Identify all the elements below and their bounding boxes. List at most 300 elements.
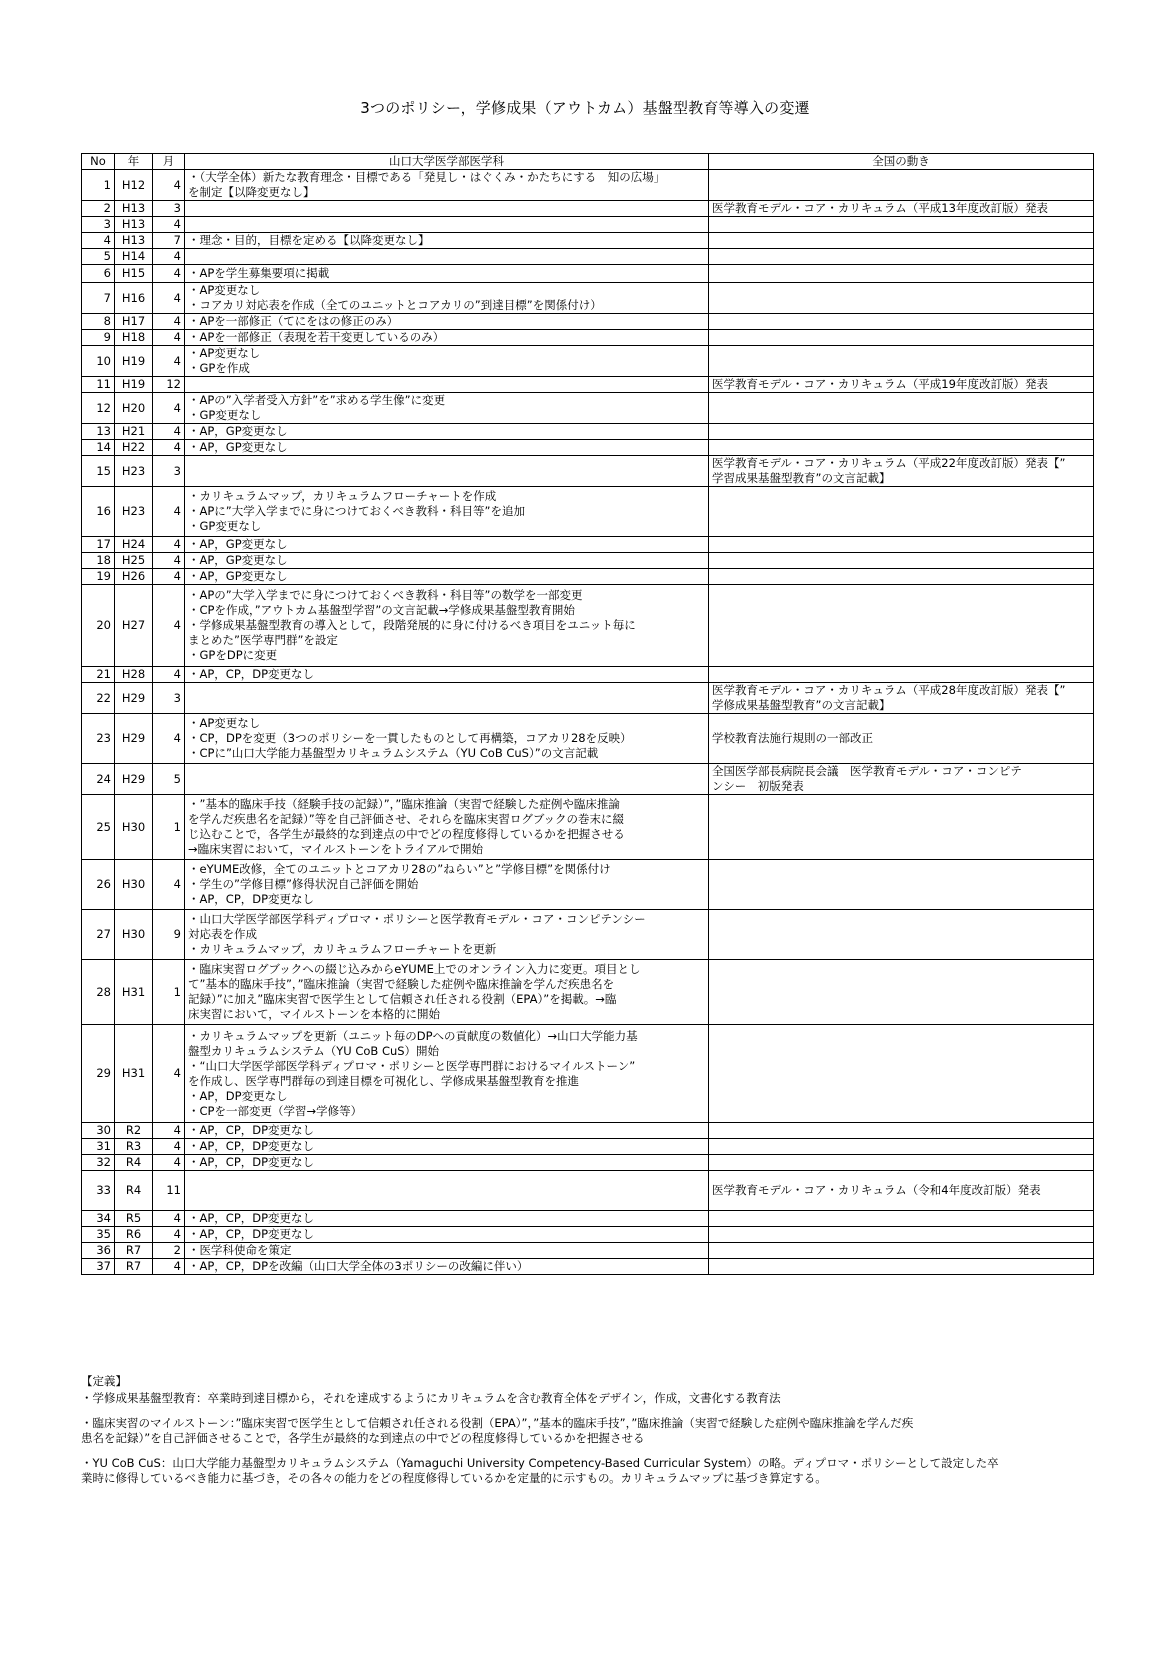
yamaguchi-line: ・AP，DP変更なし bbox=[188, 1088, 288, 1103]
row-year: H26 bbox=[115, 569, 153, 585]
row-national-cell bbox=[709, 249, 1094, 265]
row-month: 1 bbox=[153, 960, 185, 1025]
row-yamaguchi-cell bbox=[185, 1259, 709, 1275]
table-row bbox=[82, 249, 1094, 265]
row-month: 3 bbox=[153, 456, 185, 487]
yamaguchi-line: 盤型カリキュラムシステム（YU CoB CuS）開始 bbox=[188, 1043, 440, 1058]
yamaguchi-line: ・AP，CP，DP変更なし bbox=[188, 1227, 315, 1241]
row-national-cell bbox=[709, 667, 1094, 683]
definitions-heading: 【定義】 bbox=[81, 1374, 127, 1388]
row-national-cell bbox=[709, 1259, 1094, 1275]
table-row bbox=[82, 440, 1094, 456]
table-row bbox=[82, 683, 1094, 714]
row-year: H24 bbox=[115, 537, 153, 553]
table-row bbox=[82, 233, 1094, 249]
row-no: 25 bbox=[82, 795, 115, 860]
header-month: 月 bbox=[153, 154, 185, 170]
row-national-cell bbox=[709, 1139, 1094, 1155]
yamaguchi-line: ・AP，GP変更なし bbox=[188, 569, 288, 583]
row-no: 13 bbox=[82, 424, 115, 440]
row-national-cell bbox=[709, 217, 1094, 233]
row-no: 17 bbox=[82, 537, 115, 553]
table-row bbox=[82, 537, 1094, 553]
yamaguchi-line: ・コアカリ対応表を作成（全てのユニットとコアカリの”到達目標”を関係付け） bbox=[188, 298, 602, 312]
row-no: 14 bbox=[82, 440, 115, 456]
row-year: R2 bbox=[115, 1123, 153, 1139]
row-national-cell bbox=[709, 440, 1094, 456]
row-no: 35 bbox=[82, 1227, 115, 1243]
row-year: H13 bbox=[115, 217, 153, 233]
row-yamaguchi-cell bbox=[185, 585, 709, 667]
table-row bbox=[82, 1227, 1094, 1243]
row-no: 22 bbox=[82, 683, 115, 714]
row-yamaguchi-cell bbox=[185, 487, 709, 537]
row-month: 3 bbox=[153, 201, 185, 217]
yamaguchi-line: ・GPをDPに変更 bbox=[188, 648, 278, 662]
yamaguchi-line: ・AP変更なし bbox=[188, 283, 261, 297]
table-row bbox=[82, 764, 1094, 795]
definition-line: 業時に修得しているべき能力に基づき，その各々の能力をどの程度修得しているかを定量的に示すもの。カリキュラムマップに基づき算定する。 bbox=[81, 1471, 827, 1485]
row-national-cell bbox=[709, 170, 1094, 201]
yamaguchi-line: 床実習において，マイルストーンを本格的に開始 bbox=[188, 1007, 440, 1021]
row-yamaguchi-cell bbox=[185, 201, 709, 217]
yamaguchi-line: ・（大学全体）新たな教育理念・目標である「発見し・はぐくみ・かたちにする 知の広場」 bbox=[188, 170, 666, 184]
yamaguchi-line: ・CPを一部変更（学習→学修等） bbox=[188, 1103, 363, 1118]
row-no: 10 bbox=[82, 346, 115, 377]
row-year: H29 bbox=[115, 764, 153, 795]
row-yamaguchi-cell bbox=[185, 330, 709, 346]
national-line: ンシー 初版発表 bbox=[712, 779, 804, 793]
row-month: 7 bbox=[153, 233, 185, 249]
table-header-row bbox=[82, 154, 1094, 170]
row-yamaguchi-cell bbox=[185, 960, 709, 1025]
row-month: 4 bbox=[153, 314, 185, 330]
table-row bbox=[82, 667, 1094, 683]
row-yamaguchi-cell bbox=[185, 456, 709, 487]
table-row bbox=[82, 1211, 1094, 1227]
row-year: H23 bbox=[115, 456, 153, 487]
table-row bbox=[82, 585, 1094, 667]
yamaguchi-line: ・AP，CP，DP変更なし bbox=[188, 1155, 315, 1169]
row-year: H28 bbox=[115, 667, 153, 683]
header-year: 年 bbox=[115, 154, 153, 170]
row-year: H30 bbox=[115, 795, 153, 860]
row-month: 4 bbox=[153, 1211, 185, 1227]
row-no: 31 bbox=[82, 1139, 115, 1155]
row-national-cell bbox=[709, 795, 1094, 860]
row-yamaguchi-cell bbox=[185, 1025, 709, 1123]
table-row bbox=[82, 201, 1094, 217]
table-row bbox=[82, 377, 1094, 393]
row-national-cell bbox=[709, 764, 1094, 795]
yamaguchi-line: ・APの”大学入学までに身につけておくべき教科・科目等”の数学を一部変更 bbox=[188, 588, 583, 602]
row-month: 4 bbox=[153, 553, 185, 569]
yamaguchi-line: ・CP，DPを変更（3つのポリシーを一貫したものとして再構築，コアカリ28を反映） bbox=[188, 731, 632, 745]
row-no: 34 bbox=[82, 1211, 115, 1227]
row-national-cell bbox=[709, 265, 1094, 283]
row-year: H20 bbox=[115, 393, 153, 424]
yamaguchi-line: ・AP，CP，DP変更なし bbox=[188, 667, 315, 681]
table-row bbox=[82, 456, 1094, 487]
yamaguchi-line: ・APに”大学入学までに身につけておくべき教科・科目等”を追加 bbox=[188, 504, 525, 518]
yamaguchi-line: ・APを一部修正（表現を若干変更しているのみ） bbox=[188, 330, 445, 344]
row-yamaguchi-cell bbox=[185, 1171, 709, 1211]
yamaguchi-line: ・APを一部修正（てにをはの修正のみ） bbox=[188, 314, 399, 328]
row-no: 5 bbox=[82, 249, 115, 265]
row-national-cell bbox=[709, 393, 1094, 424]
yamaguchi-line: ・CPに”山口大学能力基盤型カリキュラムシステム（YU CoB CuS）”の文言記載 bbox=[188, 746, 599, 760]
row-yamaguchi-cell bbox=[185, 714, 709, 764]
row-national-cell bbox=[709, 377, 1094, 393]
row-yamaguchi-cell bbox=[185, 667, 709, 683]
row-national-cell bbox=[709, 1227, 1094, 1243]
row-month: 4 bbox=[153, 217, 185, 233]
table-row bbox=[82, 714, 1094, 764]
row-no: 37 bbox=[82, 1259, 115, 1275]
table-row bbox=[82, 960, 1094, 1025]
national-line: 学習成果基盤型教育”の文言記載】 bbox=[712, 471, 891, 485]
row-no: 33 bbox=[82, 1171, 115, 1211]
table-row bbox=[82, 795, 1094, 860]
row-national-cell bbox=[709, 424, 1094, 440]
yamaguchi-line: ・GP変更なし bbox=[188, 408, 262, 422]
row-month: 5 bbox=[153, 764, 185, 795]
row-yamaguchi-cell bbox=[185, 170, 709, 201]
yamaguchi-line: ・臨床実習ログブックへの綴じ込みからeYUME上でのオンライン入力に変更。項目とし bbox=[188, 962, 641, 976]
row-year: H19 bbox=[115, 346, 153, 377]
row-national-cell bbox=[709, 960, 1094, 1025]
yamaguchi-line: ・GPを作成 bbox=[188, 361, 250, 375]
row-no: 3 bbox=[82, 217, 115, 233]
row-no: 26 bbox=[82, 860, 115, 910]
national-line: 学校教育法施行規則の一部改正 bbox=[712, 731, 873, 745]
row-month: 4 bbox=[153, 569, 185, 585]
yamaguchi-line: ・AP，GP変更なし bbox=[188, 440, 288, 454]
row-yamaguchi-cell bbox=[185, 683, 709, 714]
yamaguchi-line: ・”基本的臨床手技（経験手技の記録）”，”臨床推論（実習で経験した症例や臨床推論 bbox=[188, 797, 620, 811]
row-yamaguchi-cell bbox=[185, 424, 709, 440]
row-month: 3 bbox=[153, 683, 185, 714]
table-row bbox=[82, 393, 1094, 424]
row-yamaguchi-cell bbox=[185, 393, 709, 424]
yamaguchi-line: ・GP変更なし bbox=[188, 519, 262, 533]
row-year: R7 bbox=[115, 1243, 153, 1259]
row-month: 2 bbox=[153, 1243, 185, 1259]
yamaguchi-line: ・カリキュラムマップ，カリキュラムフローチャートを更新 bbox=[188, 942, 497, 956]
row-year: R3 bbox=[115, 1139, 153, 1155]
table-row bbox=[82, 265, 1094, 283]
row-yamaguchi-cell bbox=[185, 1139, 709, 1155]
yamaguchi-line: を学んだ疾患名を記録）”等を自己評価させ、それらを臨床実習ログブックの巻末に綴 bbox=[188, 812, 625, 826]
yamaguchi-line: まとめた”医学専門群”を設定 bbox=[188, 633, 338, 647]
table-row bbox=[82, 1259, 1094, 1275]
row-month: 4 bbox=[153, 1123, 185, 1139]
table-row bbox=[82, 1025, 1094, 1123]
row-no: 16 bbox=[82, 487, 115, 537]
row-month: 4 bbox=[153, 714, 185, 764]
row-year: H18 bbox=[115, 330, 153, 346]
row-national-cell bbox=[709, 1155, 1094, 1171]
table-row bbox=[82, 424, 1094, 440]
row-year: H16 bbox=[115, 283, 153, 314]
row-no: 9 bbox=[82, 330, 115, 346]
row-yamaguchi-cell bbox=[185, 1123, 709, 1139]
row-year: R4 bbox=[115, 1155, 153, 1171]
table-row bbox=[82, 860, 1094, 910]
table-row bbox=[82, 910, 1094, 960]
row-month: 4 bbox=[153, 440, 185, 456]
yamaguchi-line: ・AP，GP変更なし bbox=[188, 537, 288, 551]
row-national-cell bbox=[709, 233, 1094, 249]
row-national-cell bbox=[709, 283, 1094, 314]
row-national-cell bbox=[709, 487, 1094, 537]
yamaguchi-line: ・eYUME改修，全てのユニットとコアカリ28の”ねらい”と”学修目標”を関係付け bbox=[188, 862, 611, 876]
row-month: 4 bbox=[153, 283, 185, 314]
row-no: 20 bbox=[82, 585, 115, 667]
row-national-cell bbox=[709, 910, 1094, 960]
row-yamaguchi-cell bbox=[185, 233, 709, 249]
yamaguchi-line: ・AP変更なし bbox=[188, 716, 261, 730]
row-no: 15 bbox=[82, 456, 115, 487]
row-national-cell bbox=[709, 1025, 1094, 1123]
row-month: 4 bbox=[153, 487, 185, 537]
row-year: H21 bbox=[115, 424, 153, 440]
row-no: 24 bbox=[82, 764, 115, 795]
row-month: 4 bbox=[153, 393, 185, 424]
yamaguchi-line: ・CPを作成，”アウトカム基盤型学習”の文言記載→学修成果基盤型教育開始 bbox=[188, 603, 575, 617]
national-line: 学修成果基盤型教育”の文言記載】 bbox=[712, 698, 891, 712]
row-month: 4 bbox=[153, 265, 185, 283]
row-year: H29 bbox=[115, 714, 153, 764]
row-month: 9 bbox=[153, 910, 185, 960]
table-row bbox=[82, 1171, 1094, 1211]
row-yamaguchi-cell bbox=[185, 314, 709, 330]
row-no: 4 bbox=[82, 233, 115, 249]
row-year: H17 bbox=[115, 314, 153, 330]
row-no: 30 bbox=[82, 1123, 115, 1139]
row-national-cell bbox=[709, 714, 1094, 764]
yamaguchi-line: ・カリキュラムマップ，カリキュラムフローチャートを作成 bbox=[188, 489, 497, 503]
definition-item bbox=[81, 1456, 1091, 1486]
row-no: 6 bbox=[82, 265, 115, 283]
row-no: 1 bbox=[82, 170, 115, 201]
row-yamaguchi-cell bbox=[185, 910, 709, 960]
national-line: 医学教育モデル・コア・カリキュラム（平成28年度改訂版）発表【” bbox=[712, 683, 1066, 697]
row-month: 4 bbox=[153, 585, 185, 667]
row-year: H23 bbox=[115, 487, 153, 537]
row-year: H27 bbox=[115, 585, 153, 667]
row-no: 29 bbox=[82, 1025, 115, 1123]
row-national-cell bbox=[709, 569, 1094, 585]
row-month: 4 bbox=[153, 170, 185, 201]
row-national-cell bbox=[709, 683, 1094, 714]
row-year: H14 bbox=[115, 249, 153, 265]
row-no: 8 bbox=[82, 314, 115, 330]
header-no: No bbox=[82, 154, 115, 170]
table-row bbox=[82, 217, 1094, 233]
row-year: R5 bbox=[115, 1211, 153, 1227]
table-row bbox=[82, 1155, 1094, 1171]
row-month: 4 bbox=[153, 1139, 185, 1155]
row-no: 19 bbox=[82, 569, 115, 585]
row-year: H15 bbox=[115, 265, 153, 283]
row-national-cell bbox=[709, 346, 1094, 377]
yamaguchi-line: ・AP，CP，DP変更なし bbox=[188, 892, 315, 906]
row-month: 4 bbox=[153, 1025, 185, 1123]
national-line: 医学教育モデル・コア・カリキュラム（令和4年度改訂版）発表 bbox=[712, 1183, 1041, 1197]
row-no: 12 bbox=[82, 393, 115, 424]
table-row bbox=[82, 1139, 1094, 1155]
yamaguchi-line: ・AP，CP，DP変更なし bbox=[188, 1139, 315, 1153]
yamaguchi-line: ・医学科使命を策定 bbox=[188, 1243, 292, 1257]
table-row bbox=[82, 330, 1094, 346]
row-year: H31 bbox=[115, 960, 153, 1025]
definition-line: ・臨床実習のマイルストーン：”臨床実習で医学生として信頼され任される役割（EPA）”，”基本的臨床手技”，”臨床推論（実習で経験した症例や臨床推論を学んだ疾 bbox=[81, 1416, 914, 1430]
row-year: H22 bbox=[115, 440, 153, 456]
table-row bbox=[82, 1243, 1094, 1259]
row-national-cell bbox=[709, 585, 1094, 667]
header-national: 全国の動き bbox=[709, 154, 1094, 170]
row-national-cell bbox=[709, 860, 1094, 910]
row-month: 4 bbox=[153, 1227, 185, 1243]
yamaguchi-line: ・山口大学医学部医学科ディプロマ・ポリシーと医学教育モデル・コア・コンピテンシー bbox=[188, 912, 646, 926]
row-yamaguchi-cell bbox=[185, 795, 709, 860]
row-yamaguchi-cell bbox=[185, 764, 709, 795]
row-month: 4 bbox=[153, 537, 185, 553]
row-yamaguchi-cell bbox=[185, 1227, 709, 1243]
row-year: H29 bbox=[115, 683, 153, 714]
row-national-cell bbox=[709, 314, 1094, 330]
definition-item bbox=[81, 1391, 1091, 1406]
national-line: 医学教育モデル・コア・カリキュラム（平成22年度改訂版）発表【” bbox=[712, 456, 1066, 470]
yamaguchi-line: ・AP，GP変更なし bbox=[188, 424, 288, 438]
yamaguchi-line: ・AP，CP，DPを改編（山口大学全体の3ポリシーの改編に伴い） bbox=[188, 1259, 529, 1273]
row-no: 28 bbox=[82, 960, 115, 1025]
row-year: H13 bbox=[115, 233, 153, 249]
yamaguchi-line: →臨床実習において，マイルストーンをトライアルで開始 bbox=[188, 842, 483, 856]
row-no: 32 bbox=[82, 1155, 115, 1171]
row-year: H31 bbox=[115, 1025, 153, 1123]
row-month: 4 bbox=[153, 1259, 185, 1275]
table-row bbox=[82, 346, 1094, 377]
row-no: 7 bbox=[82, 283, 115, 314]
row-month: 4 bbox=[153, 667, 185, 683]
yamaguchi-line: ・APを学生募集要項に掲載 bbox=[188, 266, 330, 280]
definition-line: ・学修成果基盤型教育：卒業時到達目標から，それを達成するようにカリキュラムを含む教育全体をデザイン，作成，文書化する教育法 bbox=[81, 1391, 781, 1405]
row-yamaguchi-cell bbox=[185, 1211, 709, 1227]
yamaguchi-line: ・AP，CP，DP変更なし bbox=[188, 1123, 315, 1137]
yamaguchi-line: ・AP，GP変更なし bbox=[188, 553, 288, 567]
yamaguchi-line: ・“山口大学医学部医学科ディプロマ・ポリシーと医学専門群におけるマイルストーン” bbox=[188, 1058, 636, 1073]
table-row bbox=[82, 314, 1094, 330]
yamaguchi-line: て”基本的臨床手技”，”臨床推論（実習で経験した症例や臨床推論を学んだ疾患名を bbox=[188, 977, 615, 991]
yamaguchi-line: ・学修成果基盤型教育の導入として，段階発展的に身に付けるべき項目をユニット毎に bbox=[188, 618, 636, 632]
yamaguchi-line: を制定【以降変更なし】 bbox=[188, 185, 315, 199]
page-title: 3つのポリシー，学修成果（アウトカム）基盤型教育等導入の変遷 bbox=[360, 99, 810, 117]
definition-line: 患名を記録）”を自己評価させることで，各学生が最終的な到達点の中でどの程度修得しているかを把握させる bbox=[81, 1431, 645, 1445]
row-no: 18 bbox=[82, 553, 115, 569]
yamaguchi-line: ・学生の”学修目標”修得状況自己評価を開始 bbox=[188, 877, 419, 891]
row-yamaguchi-cell bbox=[185, 217, 709, 233]
row-month: 4 bbox=[153, 1155, 185, 1171]
table-row bbox=[82, 553, 1094, 569]
national-line: 医学教育モデル・コア・カリキュラム（平成13年度改訂版）発表 bbox=[712, 201, 1048, 215]
row-no: 36 bbox=[82, 1243, 115, 1259]
history-table bbox=[81, 153, 1094, 1275]
row-no: 27 bbox=[82, 910, 115, 960]
yamaguchi-line: ・理念・目的，目標を定める【以降変更なし】 bbox=[188, 233, 430, 247]
row-year: R7 bbox=[115, 1259, 153, 1275]
row-year: R4 bbox=[115, 1171, 153, 1211]
header-yamaguchi: 山口大学医学部医学科 bbox=[185, 154, 709, 170]
table-row bbox=[82, 283, 1094, 314]
row-month: 4 bbox=[153, 424, 185, 440]
definition-item bbox=[81, 1416, 1091, 1446]
row-national-cell bbox=[709, 1171, 1094, 1211]
row-year: H30 bbox=[115, 860, 153, 910]
row-year: H25 bbox=[115, 553, 153, 569]
row-yamaguchi-cell bbox=[185, 860, 709, 910]
yamaguchi-line: ・APの”入学者受入方針”を”求める学生像”に変更 bbox=[188, 393, 446, 407]
yamaguchi-line: ・AP，CP，DP変更なし bbox=[188, 1211, 315, 1225]
row-yamaguchi-cell bbox=[185, 249, 709, 265]
national-line: 全国医学部長病院長会議 医学教育モデル・コア・コンピテ bbox=[712, 764, 1022, 778]
row-no: 23 bbox=[82, 714, 115, 764]
row-national-cell bbox=[709, 456, 1094, 487]
yamaguchi-line: ・カリキュラムマップを更新（ユニット毎のDPへの貢献度の数値化）→山口大学能力基 bbox=[188, 1028, 638, 1043]
row-year: H12 bbox=[115, 170, 153, 201]
row-yamaguchi-cell bbox=[185, 569, 709, 585]
row-no: 21 bbox=[82, 667, 115, 683]
row-yamaguchi-cell bbox=[185, 1155, 709, 1171]
row-yamaguchi-cell bbox=[185, 553, 709, 569]
row-yamaguchi-cell bbox=[185, 1243, 709, 1259]
row-yamaguchi-cell bbox=[185, 440, 709, 456]
table-row bbox=[82, 170, 1094, 201]
row-month: 12 bbox=[153, 377, 185, 393]
row-national-cell bbox=[709, 201, 1094, 217]
table-row bbox=[82, 1123, 1094, 1139]
row-national-cell bbox=[709, 1243, 1094, 1259]
row-yamaguchi-cell bbox=[185, 346, 709, 377]
row-month: 4 bbox=[153, 346, 185, 377]
row-year: R6 bbox=[115, 1227, 153, 1243]
row-no: 2 bbox=[82, 201, 115, 217]
row-month: 4 bbox=[153, 330, 185, 346]
row-year: H30 bbox=[115, 910, 153, 960]
row-national-cell bbox=[709, 1211, 1094, 1227]
row-yamaguchi-cell bbox=[185, 283, 709, 314]
row-month: 11 bbox=[153, 1171, 185, 1211]
row-no: 11 bbox=[82, 377, 115, 393]
yamaguchi-line: ・AP変更なし bbox=[188, 346, 261, 360]
national-line: 医学教育モデル・コア・カリキュラム（平成19年度改訂版）発表 bbox=[712, 377, 1048, 391]
yamaguchi-line: 対応表を作成 bbox=[188, 927, 257, 941]
row-national-cell bbox=[709, 553, 1094, 569]
table-row bbox=[82, 487, 1094, 537]
yamaguchi-line: を作成し、医学専門群毎の到達目標を可視化し、学修成果基盤型教育を推進 bbox=[188, 1073, 579, 1088]
row-national-cell bbox=[709, 1123, 1094, 1139]
row-year: H19 bbox=[115, 377, 153, 393]
yamaguchi-line: 記録）”に加え”臨床実習で医学生として信頼され任される役割（EPA）”を掲載。→臨 bbox=[188, 992, 617, 1006]
row-national-cell bbox=[709, 330, 1094, 346]
row-yamaguchi-cell bbox=[185, 537, 709, 553]
row-yamaguchi-cell bbox=[185, 377, 709, 393]
row-month: 4 bbox=[153, 860, 185, 910]
table-row bbox=[82, 569, 1094, 585]
definitions-section bbox=[81, 1374, 1091, 1496]
row-national-cell bbox=[709, 537, 1094, 553]
